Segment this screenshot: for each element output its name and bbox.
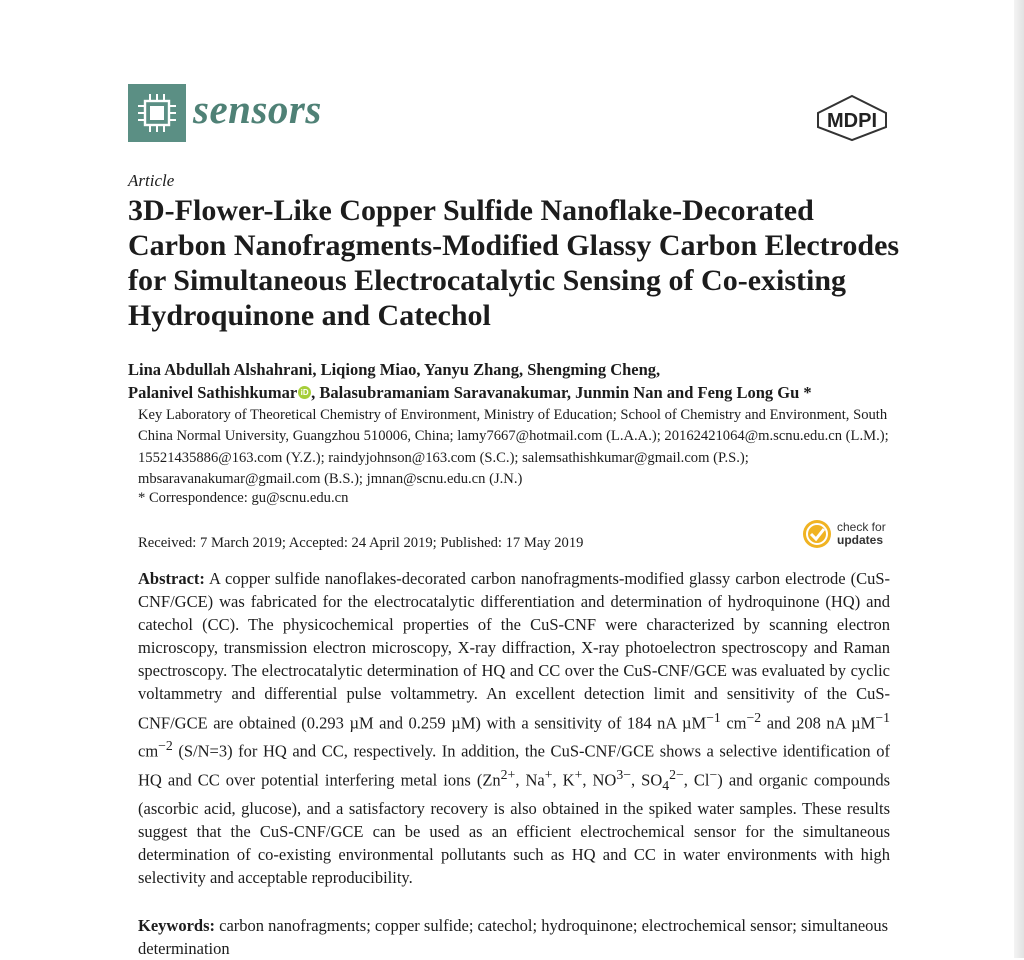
page-edge-shadow (1014, 0, 1024, 958)
cfu-line-2: updates (837, 533, 884, 547)
affiliation: Key Laboratory of Theoretical Chemistry of Environment, Ministry of Education; School of Chemistry and Environment, South China Normal University, Guangzhou 510006, China; lamy7667@hotmail.com (L.A.A.); 20162421064@m.scnu.edu.cn (L.M.); 15521435886@163.com (Y.Z.); raindyjohnson@163.com (S.C.); salemsathishkumar@gmail.com (P.S.); mbsaravanakumar@gmail.com (B.S.); jmnan@scnu.edu.cn (J.N.) (138, 407, 889, 487)
mdpi-logo-icon (814, 94, 890, 147)
check-for-updates-icon (802, 519, 832, 549)
keywords (138, 914, 898, 960)
abstract-label: Abstract: (138, 569, 205, 588)
article-type: Article (128, 171, 175, 190)
author-list (128, 358, 928, 404)
keywords-label: Keywords: (138, 916, 215, 935)
journal-name: sensors (193, 86, 322, 132)
publisher-name: MDPI (827, 110, 877, 132)
correspondence: * Correspondence: gu@scnu.edu.cn (138, 490, 349, 506)
abstract: Abstract: A copper sulfide nanoflakes-decorated carbon nanofragments-modified glassy carbon electrode (CuS-CNF/GCE) was fabricated for the electrocatalytic differentiation and determination of hydroquinone (HQ) and catechol (CC). The physicochemical properties of the CuS-CNF were characterized by scanning electron microscopy, transmission electron microscopy, X-ray diffraction, X-ray photoelectron spectroscopy and Raman spectroscopy. The electrocatalytic determination of HQ and CC over the CuS-CNF/GCE was evaluated by cyclic voltammetry and differential pulse voltammetry. An excellent detection limit and sensitivity of the CuS-CNF/GCE are obtained (0.293 µM and 0.259 µM) with a sensitivity of 184 nA µM$^{-1}$ $cm^{-2}$ and 208 nA µM$^{-1}$ $cm^{-2}$ (S/N=3) for HQ and CC, respectively. In addition, the CuS-CNF/GCE shows a selective identification of HQ and CC over potential interfering metal ions ($Zn^{2+}$, Na+, K+, $NO^{3-}$, $SO_4^{2-}$, Cl−) and organic compounds (ascorbic acid, glucose), and a satisfactory recovery is also obtained in the spiked water samples. These results suggest that the CuS-CNF/GCE can be used as an efficient electrochemical sensor for the simultaneous determination of co-existing environmental pollutants such as HQ and CC in water environments with high selectivity and acceptable reproducibility. (138, 569, 890, 887)
paper-title: 3D-Flower-Like Copper Sulfide Nanoflake-Decorated Carbon Nanofragments-Modified Glassy Carbon Electrodes for Simultaneous Electrocatalytic Sensing of Co-existing Hydroquinone and Catechol (128, 194, 900, 332)
authors-line-2-rest: , Balasubramaniam Saravanakumar, Junmin Nan and Feng Long Gu * (311, 383, 812, 402)
keywords-text: carbon nanofragments; copper sulfide; catechol; hydroquinone; electrochemical sensor; simultaneous determination (138, 916, 889, 958)
journal-logo-icon (128, 84, 186, 142)
authors-line-1: Lina Abdullah Alshahrani, Liqiong Miao, Yanyu Zhang, Shengming Cheng, (128, 360, 661, 379)
publication-dates: Received: 7 March 2019; Accepted: 24 April 2019; Published: 17 May 2019 (138, 535, 584, 551)
check-for-updates-badge[interactable] (802, 519, 886, 549)
orcid-icon[interactable]: iD (298, 386, 311, 399)
cfu-line-1: check for (837, 520, 886, 534)
author-sathishkumar: Palanivel Sathishkumar (128, 383, 298, 402)
